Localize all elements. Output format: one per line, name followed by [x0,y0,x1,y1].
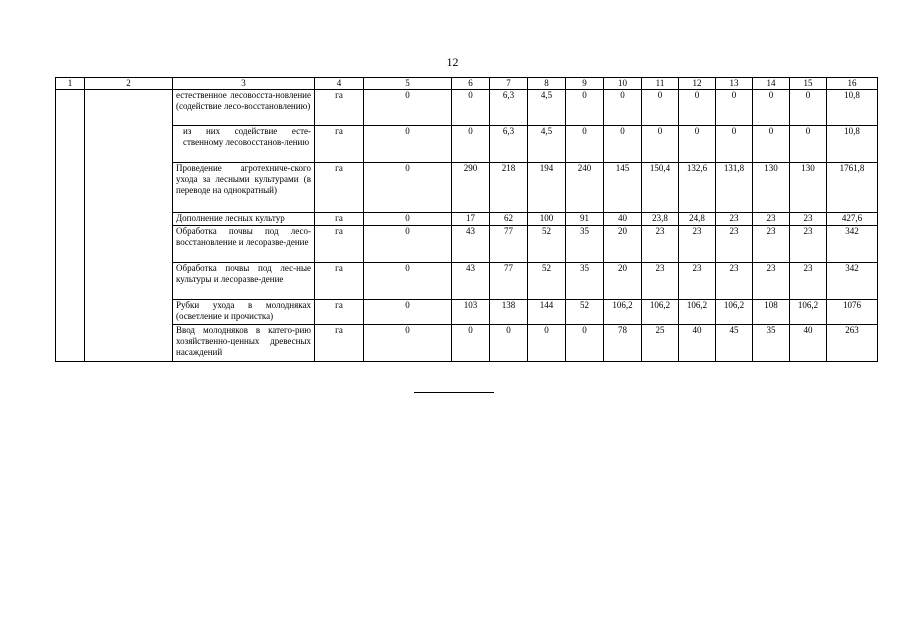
year-value: 0 [790,126,827,163]
cell-col1 [56,226,85,263]
year-value: 130 [753,163,790,213]
column-number-15: 15 [790,78,827,90]
unit-cell: га [315,325,364,362]
cell-col2 [85,325,173,362]
year-value: 91 [566,213,604,226]
year-value: 6,3 [490,126,528,163]
year-value: 0 [642,126,679,163]
year-value: 0 [716,126,753,163]
total-value: 342 [827,263,878,300]
year-value: 52 [528,226,566,263]
column-number-5: 5 [364,78,452,90]
cell-col2 [85,163,173,213]
year-value: 0 [753,90,790,126]
year-value: 43 [452,226,490,263]
year-value: 0 [604,90,642,126]
col5-value: 0 [364,226,452,263]
unit-cell: га [315,300,364,325]
year-value: 77 [490,263,528,300]
activity-name: Проведение агротехниче-ского ухода за лесными культурами (в переводе на однократный) [173,163,315,213]
year-value: 23,8 [642,213,679,226]
year-value: 0 [452,325,490,362]
year-value: 0 [528,325,566,362]
year-value: 132,6 [679,163,716,213]
year-value: 52 [528,263,566,300]
year-value: 108 [753,300,790,325]
year-value: 106,2 [679,300,716,325]
year-value: 77 [490,226,528,263]
table-row [56,163,878,213]
table-row [56,90,878,126]
page-number: 12 [446,55,459,69]
column-number-row [56,78,878,90]
year-value: 0 [642,90,679,126]
column-number-14: 14 [753,78,790,90]
col5-value: 0 [364,300,452,325]
year-value: 0 [452,90,490,126]
unit-cell: га [315,126,364,163]
year-value: 144 [528,300,566,325]
column-number-13: 13 [716,78,753,90]
cell-col2 [85,90,173,126]
cell-col2 [85,263,173,300]
col5-value: 0 [364,263,452,300]
activity-name: Дополнение лесных культур [173,213,315,226]
year-value: 194 [528,163,566,213]
year-value: 35 [566,263,604,300]
year-value: 23 [753,226,790,263]
year-value: 23 [679,226,716,263]
year-value: 0 [790,90,827,126]
year-value: 150,4 [642,163,679,213]
unit-cell: га [315,90,364,126]
year-value: 23 [790,226,827,263]
year-value: 78 [604,325,642,362]
activity-name: Обработка почвы под лес-ные культуры и лесоразве-дение [173,263,315,300]
year-value: 23 [790,263,827,300]
data-table [55,77,878,362]
year-value: 40 [790,325,827,362]
year-value: 106,2 [790,300,827,325]
year-value: 0 [452,126,490,163]
year-value: 23 [679,263,716,300]
col5-value: 0 [364,325,452,362]
year-value: 62 [490,213,528,226]
year-value: 131,8 [716,163,753,213]
year-value: 106,2 [642,300,679,325]
year-value: 35 [566,226,604,263]
activity-name: из них содействие есте-ственному лесовосстанов-лению [173,126,315,163]
col5-value: 0 [364,126,452,163]
cell-col1 [56,213,85,226]
column-number-8: 8 [528,78,566,90]
year-value: 100 [528,213,566,226]
year-value: 23 [642,226,679,263]
year-value: 218 [490,163,528,213]
column-number-12: 12 [679,78,716,90]
year-value: 4,5 [528,126,566,163]
unit-cell: га [315,213,364,226]
table-row [56,213,878,226]
cell-col2 [85,126,173,163]
year-value: 52 [566,300,604,325]
year-value: 0 [566,90,604,126]
activity-name: Рубки ухода в молодняках (осветление и прочистка) [173,300,315,325]
total-value: 10,8 [827,90,878,126]
year-value: 106,2 [604,300,642,325]
column-number-3: 3 [173,78,315,90]
column-number-11: 11 [642,78,679,90]
activity-name: естественное лесовосста-новление (содействие лесо-восстановлению) [173,90,315,126]
total-value: 342 [827,226,878,263]
column-number-1: 1 [56,78,85,90]
year-value: 0 [716,90,753,126]
table-row [56,126,878,163]
year-value: 0 [566,126,604,163]
year-value: 0 [490,325,528,362]
year-value: 138 [490,300,528,325]
total-value: 10,8 [827,126,878,163]
cell-col1 [56,126,85,163]
year-value: 106,2 [716,300,753,325]
total-value: 1076 [827,300,878,325]
column-number-16: 16 [827,78,878,90]
year-value: 43 [452,263,490,300]
year-value: 17 [452,213,490,226]
year-value: 6,3 [490,90,528,126]
table-row [56,226,878,263]
year-value: 23 [716,226,753,263]
column-number-10: 10 [604,78,642,90]
year-value: 40 [679,325,716,362]
col5-value: 0 [364,163,452,213]
year-value: 25 [642,325,679,362]
year-value: 23 [790,213,827,226]
year-value: 24,8 [679,213,716,226]
total-value: 1761,8 [827,163,878,213]
year-value: 23 [716,213,753,226]
year-value: 0 [679,90,716,126]
cell-col1 [56,90,85,126]
year-value: 20 [604,226,642,263]
year-value: 290 [452,163,490,213]
column-number-6: 6 [452,78,490,90]
year-value: 130 [790,163,827,213]
year-value: 0 [679,126,716,163]
table-row [56,325,878,362]
year-value: 45 [716,325,753,362]
cell-col1 [56,325,85,362]
cell-col1 [56,300,85,325]
year-value: 0 [604,126,642,163]
col5-value: 0 [364,213,452,226]
unit-cell: га [315,226,364,263]
total-value: 427,6 [827,213,878,226]
year-value: 23 [753,213,790,226]
year-value: 23 [753,263,790,300]
year-value: 23 [642,263,679,300]
column-number-7: 7 [490,78,528,90]
year-value: 35 [753,325,790,362]
column-number-9: 9 [566,78,604,90]
unit-cell: га [315,163,364,213]
year-value: 240 [566,163,604,213]
year-value: 0 [753,126,790,163]
year-value: 103 [452,300,490,325]
year-value: 20 [604,263,642,300]
unit-cell: га [315,263,364,300]
year-value: 145 [604,163,642,213]
cell-col2 [85,226,173,263]
col5-value: 0 [364,90,452,126]
total-value: 263 [827,325,878,362]
column-number-2: 2 [85,78,173,90]
cell-col2 [85,213,173,226]
cell-col1 [56,163,85,213]
year-value: 40 [604,213,642,226]
table-row [56,300,878,325]
cell-col2 [85,300,173,325]
end-rule [414,392,494,393]
cell-col1 [56,263,85,300]
column-number-4: 4 [315,78,364,90]
activity-name: Обработка почвы под лесо-восстановление и лесоразве-дение [173,226,315,263]
table-row [56,263,878,300]
year-value: 4,5 [528,90,566,126]
year-value: 23 [716,263,753,300]
activity-name: Ввод молодняков в катего-рию хозяйственно-ценных древесных насаждений [173,325,315,362]
year-value: 0 [566,325,604,362]
